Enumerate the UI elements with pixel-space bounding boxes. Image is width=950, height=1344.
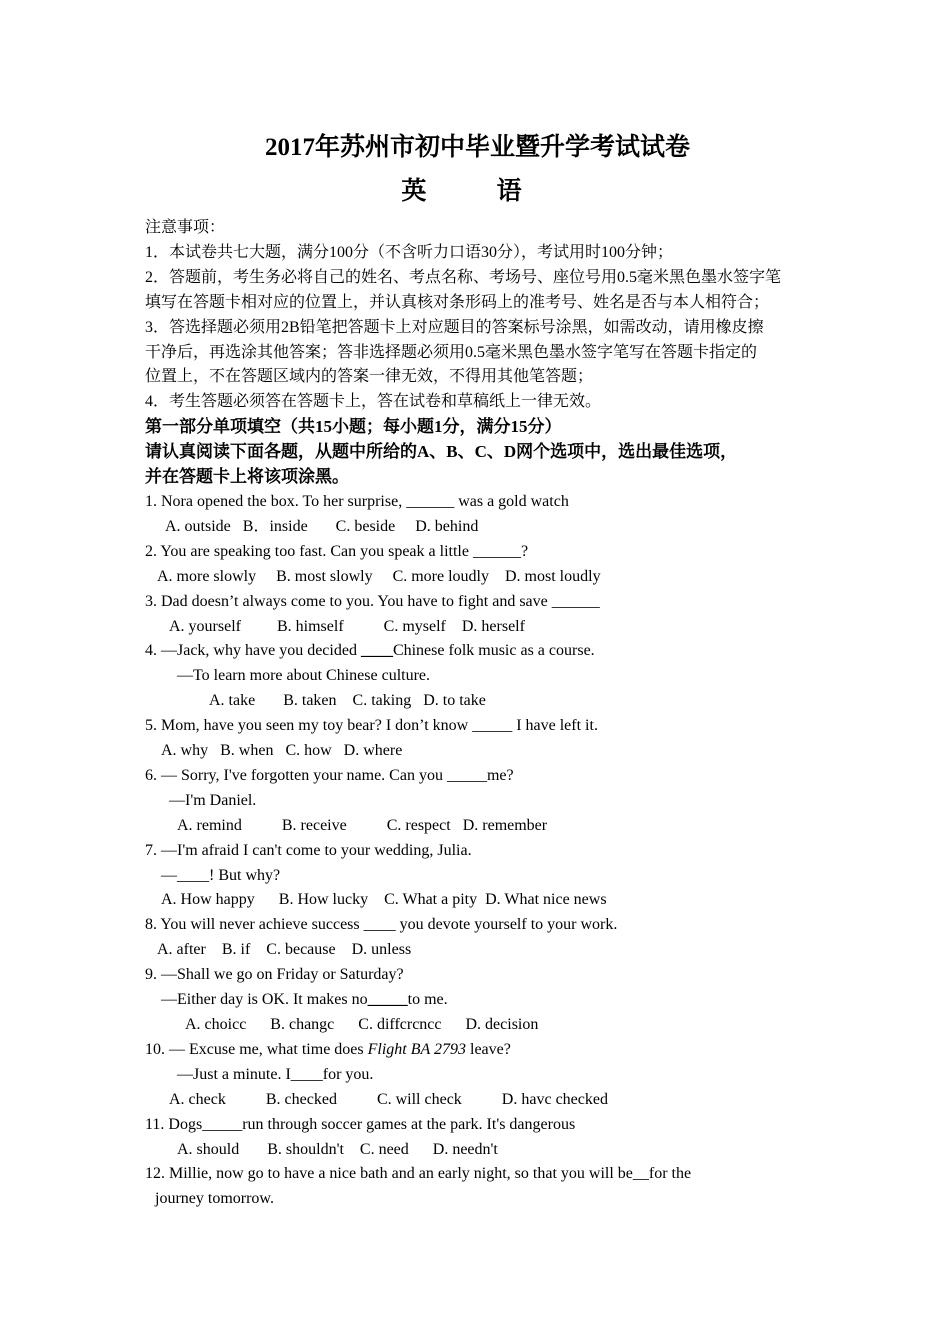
question-stem-continued: journey tomorrow. xyxy=(155,1190,274,1208)
reply-text: —Either day is OK. It makes no xyxy=(161,991,368,1009)
notice-heading: 注意事项： xyxy=(145,219,226,236)
question-reply: —I'm Daniel. xyxy=(169,791,257,809)
stem-text: Chinese folk music as a course. xyxy=(392,642,595,660)
answer-blank: _____ xyxy=(367,991,408,1009)
question-options: A. choicc B. changc C. diffcrcncc D. decision xyxy=(185,1016,539,1033)
notice-item: 位置上，不在答题区域内的答案一律无效，不得用其他笔答题； xyxy=(145,368,594,386)
notice-item: 4．考生答题必须答在答题卡上，答在试卷和草稿纸上一律无效。 xyxy=(145,393,602,411)
question-options: A. check B. checked C. will check D. havc checked xyxy=(169,1090,608,1108)
flight-name: Flight BA 2793 xyxy=(367,1040,466,1058)
section-instruction: 请认真阅读下面各题，从题中所给的A、B、C、D网个选项中，选出最佳选项， xyxy=(145,442,738,462)
question-options: A. remind B. receive C. respect D. remember xyxy=(177,816,548,834)
question-options: A. more slowly B. most slowly C. more loudly D. most loudly xyxy=(157,567,601,585)
notice-item: 干净后，再选涂其他答案；答非选择题必须用0.5毫米黑色墨水签字笔写在答题卡指定的 xyxy=(145,343,758,361)
question-reply xyxy=(145,988,825,1013)
question-options: A. after B. if C. because D. unless xyxy=(157,941,412,959)
question-options: A. take B. taken C. taking D. to take xyxy=(209,692,486,710)
answer-blank: ____ xyxy=(360,642,393,660)
stem-text: 10. — Excuse me, what time does xyxy=(145,1040,368,1058)
notice-item: 填写在答题卡相对应的位置上，并认真核对条形码上的准考号、姓名是否与本人相符合； xyxy=(145,293,770,311)
notice-item: 3．答选择题必须用2B铅笔把答题卡上对应题目的答案标号涂黑，如需改动，请用橡皮擦 xyxy=(145,318,764,336)
exam-title: 2017年苏州市初中毕业暨升学考试试卷 xyxy=(264,134,690,161)
question-stem: 6. — Sorry, I've forgotten your name. Can you _____me? xyxy=(145,766,514,784)
question-reply: —____! But why? xyxy=(161,866,281,884)
question-stem: 11. Dogs_____run through soccer games at the park. It's dangerous xyxy=(145,1115,576,1133)
question-stem: 8. You will never achieve success ____ you devote yourself to your work. xyxy=(145,916,618,934)
question-stem: 5. Mom, have you seen my toy bear? I don’t know _____ I have left it. xyxy=(145,717,598,735)
question-options: A. outside B．inside C. beside D. behind xyxy=(165,517,479,535)
exam-page xyxy=(145,128,825,1212)
question-reply: —Just a minute. I____for you. xyxy=(177,1065,374,1083)
question-reply: —To learn more about Chinese culture. xyxy=(177,667,431,685)
question-stem: 7. —I'm afraid I can't come to your wedding, Julia. xyxy=(145,841,472,859)
question-stem xyxy=(145,1038,825,1063)
stem-text: leave? xyxy=(466,1040,511,1058)
notice-item: 2．答题前，考生务必将自己的姓名、考点名称、考场号、座位号用0.5毫米黑色墨水签字笔 xyxy=(145,268,782,286)
question-stem: 3. Dad doesn’t always come to you. You have to fight and save ______ xyxy=(145,592,600,610)
question-stem: 2. You are speaking too fast. Can you speak a little ______? xyxy=(145,542,529,560)
question-stem: 12. Millie, now go to have a nice bath and an early night, so that you will be__for the xyxy=(145,1165,692,1183)
section-title: 第一部分单项填空（共15小题；每小题1分，满分15分） xyxy=(145,417,562,437)
question-options: A. yourself B. himself C. myself D. herself xyxy=(169,617,525,635)
notice-item: 1．本试卷共七大题，满分100分（不含听力口语30分），考试用时100分钟； xyxy=(145,243,674,261)
question-stem: 1. Nora opened the box. To her surprise, ______ was a gold watch xyxy=(145,492,569,510)
question-stem xyxy=(145,639,825,664)
reply-text: to me. xyxy=(407,991,448,1009)
subject-title: 英 语 xyxy=(401,178,554,205)
section-instruction: 并在答题卡上将该项涂黑。 xyxy=(145,467,349,487)
question-options: A. How happy B. How lucky C. What a pity D. What nice news xyxy=(161,891,607,909)
question-stem: 9. —Shall we go on Friday or Saturday? xyxy=(145,966,404,984)
stem-text: 4. —Jack, why have you decided xyxy=(145,642,361,660)
question-options: A. why B. when C. how D. where xyxy=(161,742,403,760)
question-options: A. should B. shouldn't C. need D. needn't xyxy=(177,1140,498,1158)
